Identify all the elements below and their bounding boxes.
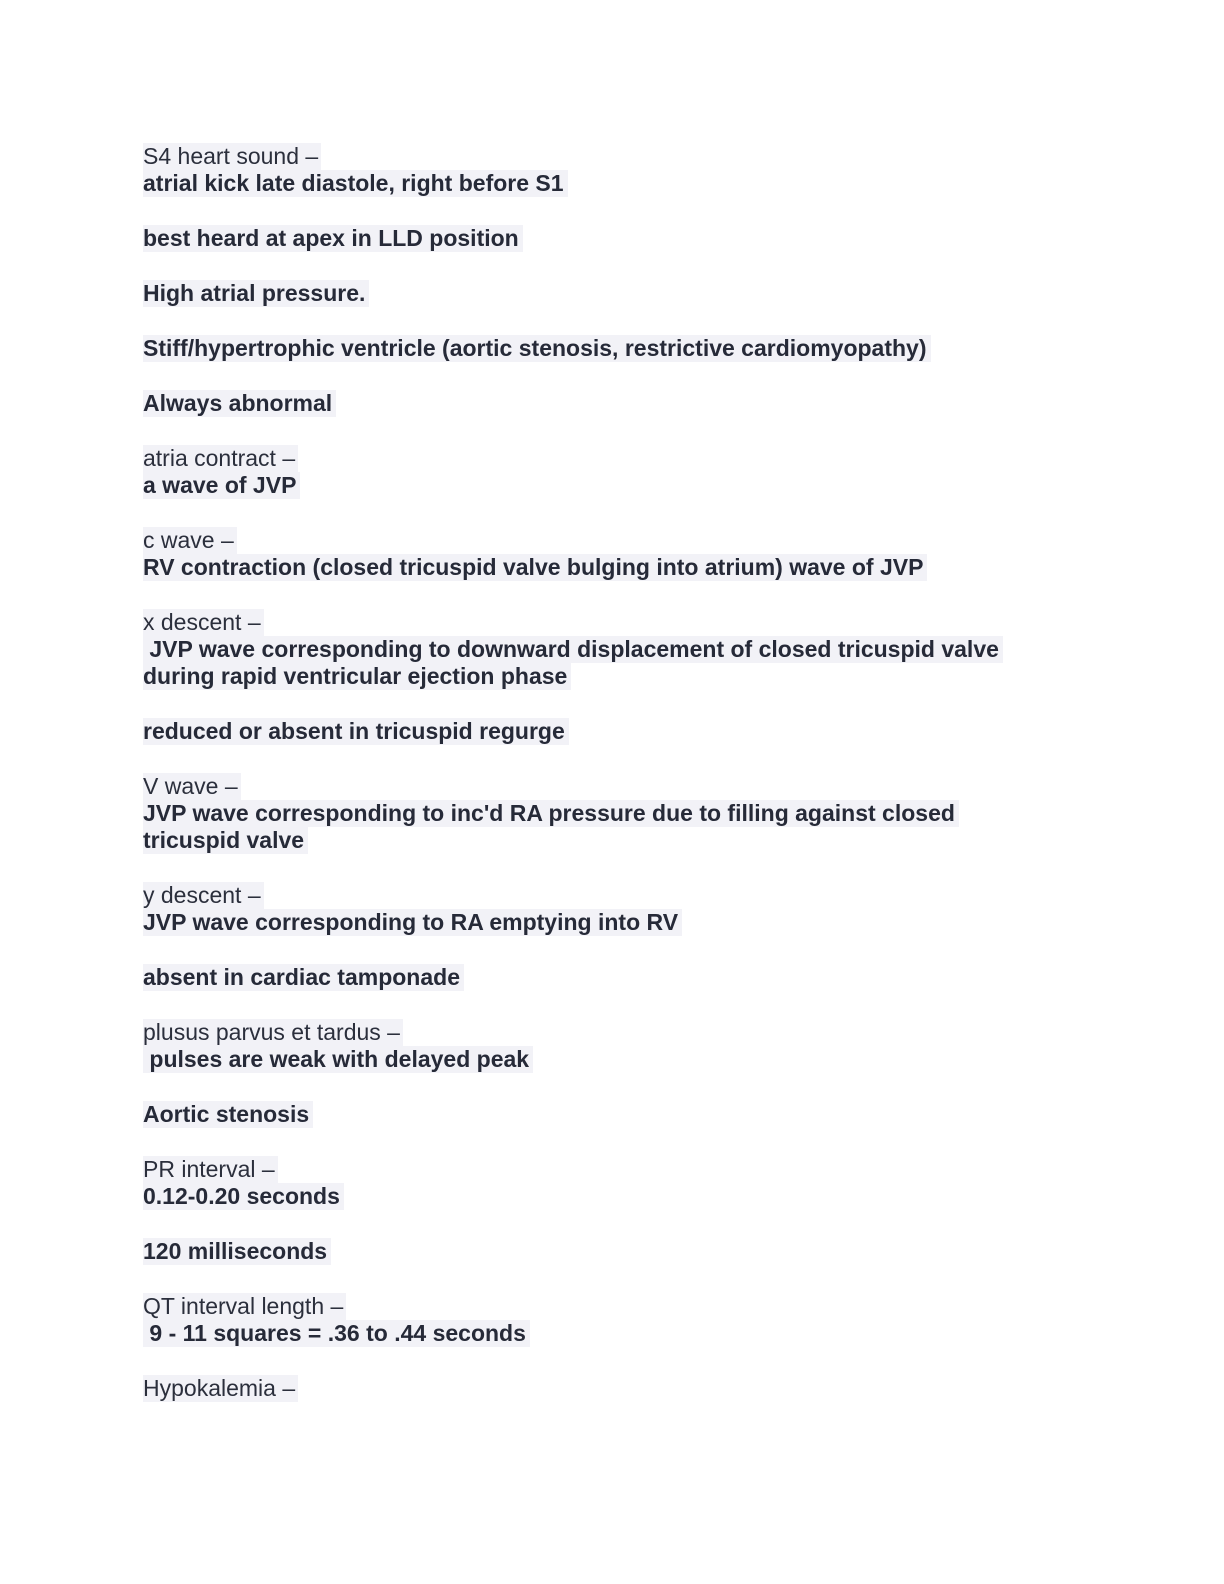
flashcard [143, 1293, 1083, 1347]
card-definition: a wave of JVP [143, 472, 300, 499]
flashcard [143, 527, 1083, 581]
flashcard [143, 1156, 1083, 1265]
spacer [143, 1073, 1083, 1101]
flashcard-list [143, 143, 1083, 1402]
card-definition: during rapid ventricular ejection phase [143, 663, 571, 690]
spacer [143, 745, 1083, 773]
spacer [143, 197, 1083, 225]
flashcard [143, 143, 1083, 417]
card-definition: RV contraction (closed tricuspid valve bulging into atrium) wave of JVP [143, 554, 927, 581]
card-term: Hypokalemia – [143, 1375, 298, 1402]
card-definition: 0.12-0.20 seconds [143, 1183, 344, 1210]
card-definition: atrial kick late diastole, right before S1 [143, 170, 568, 197]
flashcard [143, 445, 1083, 499]
spacer [143, 854, 1083, 882]
card-note: absent in cardiac tamponade [143, 964, 464, 991]
card-definition: tricuspid valve [143, 827, 308, 854]
spacer [143, 362, 1083, 390]
card-note: reduced or absent in tricuspid regurge [143, 718, 569, 745]
card-definition: JVP wave corresponding to downward displacement of closed tricuspid valve [143, 636, 1003, 663]
spacer [143, 581, 1083, 609]
card-definition: JVP wave corresponding to inc'd RA pressure due to filling against closed [143, 800, 959, 827]
card-term: PR interval – [143, 1156, 278, 1183]
flashcard [143, 773, 1083, 854]
card-note: 120 milliseconds [143, 1238, 331, 1265]
card-note: Stiff/hypertrophic ventricle (aortic stenosis, restrictive cardiomyopathy) [143, 335, 931, 362]
card-term: V wave – [143, 773, 241, 800]
card-term: plusus parvus et tardus – [143, 1019, 403, 1046]
spacer [143, 690, 1083, 718]
card-definition: JVP wave corresponding to RA emptying into RV [143, 909, 682, 936]
spacer [143, 307, 1083, 335]
spacer [143, 1265, 1083, 1293]
card-note: Aortic stenosis [143, 1101, 313, 1128]
card-term: QT interval length – [143, 1293, 346, 1320]
card-term: atria contract – [143, 445, 298, 472]
card-note: Always abnormal [143, 390, 336, 417]
spacer [143, 499, 1083, 527]
card-term: S4 heart sound – [143, 143, 321, 170]
card-term: x descent – [143, 609, 264, 636]
flashcard [143, 882, 1083, 991]
spacer [143, 417, 1083, 445]
spacer [143, 991, 1083, 1019]
card-note: best heard at apex in LLD position [143, 225, 523, 252]
card-note: High atrial pressure. [143, 280, 369, 307]
flashcard [143, 1375, 1083, 1402]
spacer [143, 936, 1083, 964]
card-term: c wave – [143, 527, 237, 554]
card-definition: 9 - 11 squares = .36 to .44 seconds [143, 1320, 530, 1347]
card-definition: pulses are weak with delayed peak [143, 1046, 533, 1073]
spacer [143, 252, 1083, 280]
spacer [143, 1210, 1083, 1238]
flashcard [143, 609, 1083, 745]
card-term: y descent – [143, 882, 264, 909]
spacer [143, 1347, 1083, 1375]
flashcard [143, 1019, 1083, 1128]
spacer [143, 1128, 1083, 1156]
